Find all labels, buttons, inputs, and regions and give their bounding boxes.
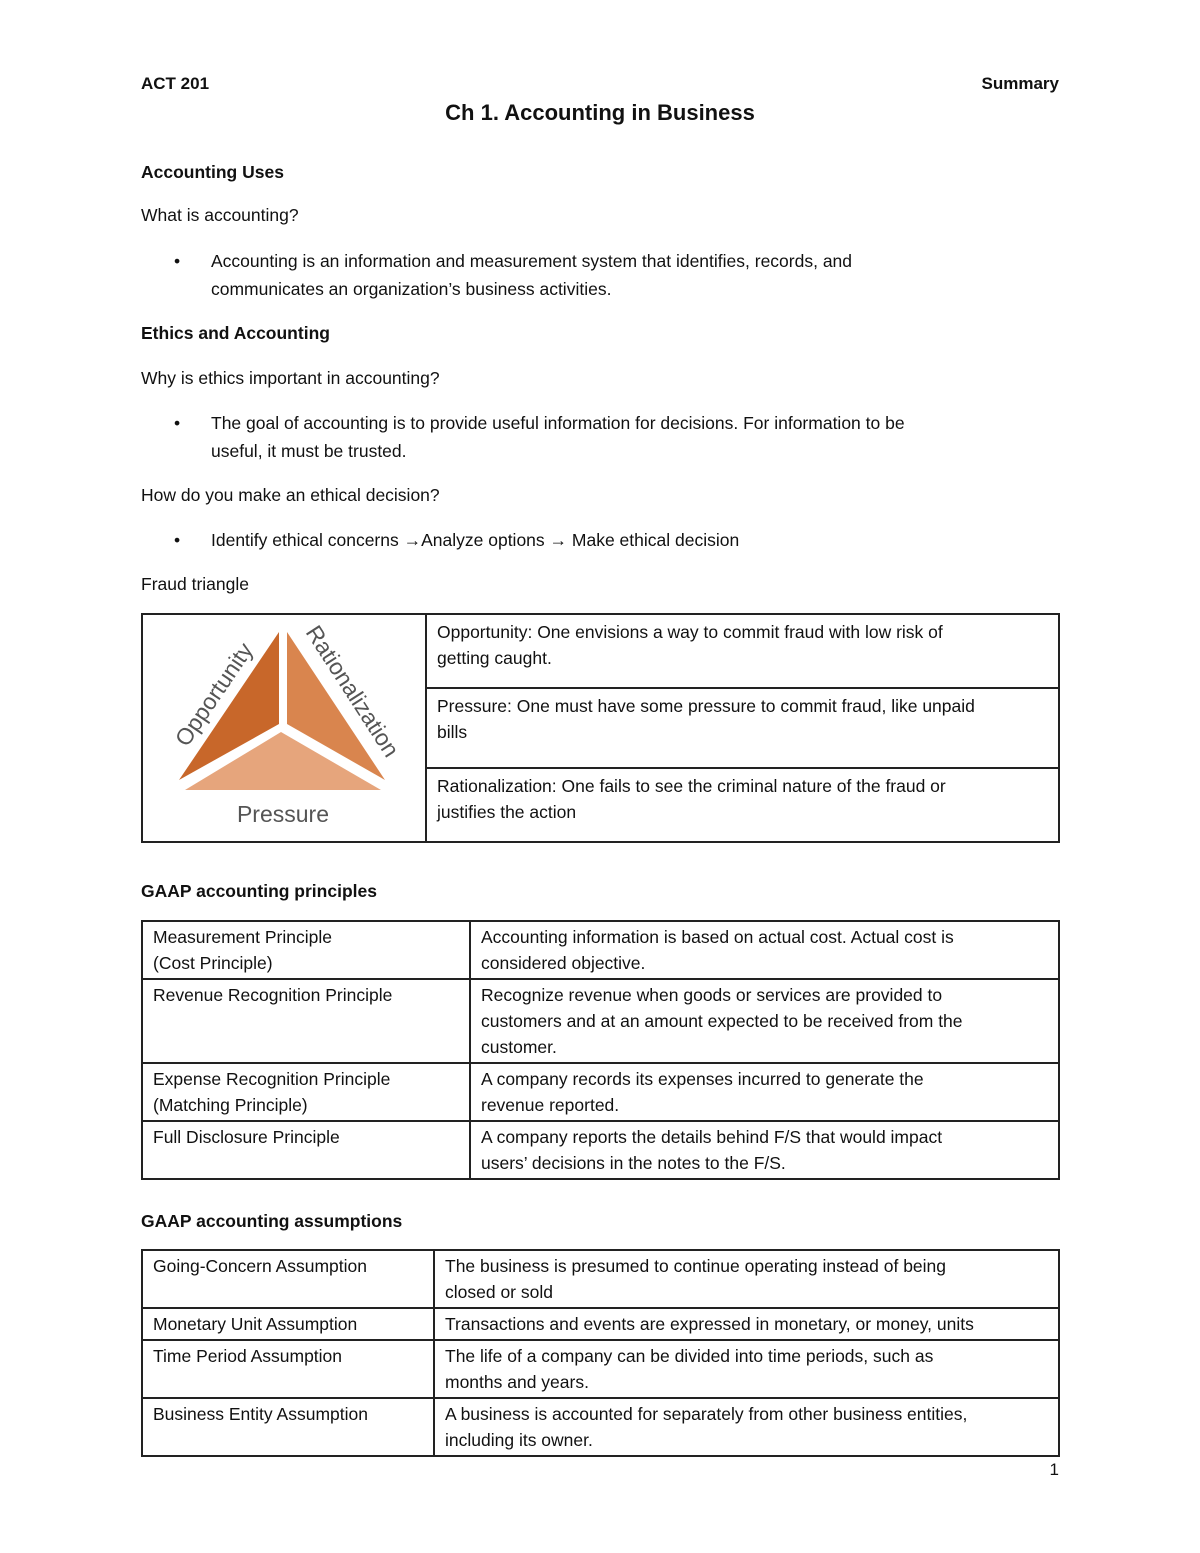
heading-accounting-uses: Accounting Uses (141, 162, 284, 182)
assumption-desc-cell (434, 1250, 1059, 1308)
question-why-ethics: Why is ethics important in accounting? (141, 368, 440, 388)
cell-line: Opportunity: One envisions a way to commit fraud with low risk of (437, 622, 943, 642)
heading-gaap-principles: GAAP accounting principles (141, 881, 377, 901)
gaap-assumptions-table (141, 1249, 1060, 1457)
cell-line: Rationalization: One fails to see the criminal nature of the fraud or (437, 776, 946, 796)
fraud-row-opportunity (426, 614, 1059, 688)
header-course: ACT 201 (141, 74, 210, 93)
assumption-name-cell: Business Entity Assumption (142, 1398, 434, 1456)
cell-line: revenue reported. (481, 1095, 620, 1115)
bullet-line: Identify ethical concerns →Analyze options → Make ethical decision (211, 530, 740, 550)
fraud-triangle-diagram (159, 620, 409, 830)
bullet-accounting-definition (141, 247, 1041, 303)
table-row (142, 1308, 1059, 1340)
cell-line: (Cost Principle) (153, 953, 273, 973)
cell-line: (Matching Principle) (153, 1095, 308, 1115)
cell-line: including its owner. (445, 1430, 593, 1450)
bullet-dot: • (174, 413, 181, 433)
cell-line: bills (437, 722, 468, 742)
page-title: Ch 1. Accounting in Business (445, 100, 755, 125)
assumption-name-cell: Monetary Unit Assumption (142, 1308, 434, 1340)
principle-desc-cell (470, 1121, 1059, 1179)
fraud-triangle-table (141, 613, 1060, 843)
table-row (142, 1340, 1059, 1398)
principle-desc-cell (470, 1063, 1059, 1121)
principle-name-cell (142, 1063, 470, 1121)
header-doc-type: Summary (981, 74, 1059, 93)
table-row (142, 921, 1059, 979)
assumption-name-cell: Time Period Assumption (142, 1340, 434, 1398)
bullet-line: Accounting is an information and measurement system that identifies, records, and (211, 251, 853, 271)
label-fraud-triangle: Fraud triangle (141, 574, 249, 594)
cell-line: A company reports the details behind F/S that would impact (481, 1127, 943, 1147)
bullet-line: communicates an organization’s business activities. (211, 279, 612, 299)
assumption-desc-cell (434, 1340, 1059, 1398)
principle-desc-cell (470, 979, 1059, 1063)
principle-name-cell (142, 921, 470, 979)
table-row (142, 1250, 1059, 1308)
opportunity-label: Opportunity (169, 637, 258, 751)
cell-line: customers and at an amount expected to be received from the (481, 1011, 963, 1031)
cell-line: Full Disclosure Principle (153, 1127, 340, 1147)
principle-name-cell (142, 1121, 470, 1179)
cell-line: users’ decisions in the notes to the F/S. (481, 1153, 786, 1173)
assumption-name-cell: Going-Concern Assumption (142, 1250, 434, 1308)
cell-line: getting caught. (437, 648, 552, 668)
table-row (142, 1063, 1059, 1121)
cell-line: customer. (481, 1037, 557, 1057)
bullet-dot: • (174, 251, 181, 271)
bullet-line: useful, it must be trusted. (211, 441, 407, 461)
cell-line: considered objective. (481, 953, 646, 973)
gaap-principles-table (141, 920, 1060, 1180)
fraud-row-pressure (426, 688, 1059, 768)
principle-name-cell (142, 979, 470, 1063)
table-row (142, 979, 1059, 1063)
cell-line: Transactions and events are expressed in monetary, or money, units (445, 1314, 974, 1334)
cell-line: Revenue Recognition Principle (153, 985, 393, 1005)
cell-line: Measurement Principle (153, 927, 332, 947)
question-what-is-accounting: What is accounting? (141, 205, 299, 225)
cell-line: justifies the action (437, 802, 577, 822)
cell-line: The life of a company can be divided into time periods, such as (445, 1346, 934, 1366)
cell-line: Accounting information is based on actual cost. Actual cost is (481, 927, 954, 947)
heading-gaap-assumptions: GAAP accounting assumptions (141, 1211, 403, 1231)
heading-ethics-and-accounting: Ethics and Accounting (141, 323, 330, 343)
bullet-dot: • (174, 530, 181, 550)
cell-line: Expense Recognition Principle (153, 1069, 391, 1089)
cell-line: The business is presumed to continue operating instead of being (445, 1256, 947, 1276)
cell-line: Pressure: One must have some pressure to commit fraud, like unpaid (437, 696, 975, 716)
page-number: 1 (1049, 1460, 1059, 1479)
principle-desc-cell (470, 921, 1059, 979)
question-ethical-decision: How do you make an ethical decision? (141, 485, 440, 505)
bullet-line: The goal of accounting is to provide useful information for decisions. For information to be (211, 413, 905, 433)
pressure-label: Pressure (236, 800, 330, 827)
rationalization-label: Rationalization (300, 620, 405, 762)
bullet-ethics-goal (141, 409, 1041, 465)
table-row (142, 1398, 1059, 1456)
assumption-desc-cell (434, 1398, 1059, 1456)
assumption-desc-cell (434, 1308, 1059, 1340)
cell-line: closed or sold (445, 1282, 553, 1302)
cell-line: A company records its expenses incurred to generate the (481, 1069, 924, 1089)
cell-line: A business is accounted for separately from other business entities, (445, 1404, 968, 1424)
fraud-row-rationalization (426, 768, 1059, 842)
cell-line: months and years. (445, 1372, 589, 1392)
cell-line: Recognize revenue when goods or services are provided to (481, 985, 943, 1005)
bullet-ethical-decision-steps (141, 526, 1041, 554)
table-row (142, 1121, 1059, 1179)
fraud-triangle-figure-cell (142, 614, 426, 842)
